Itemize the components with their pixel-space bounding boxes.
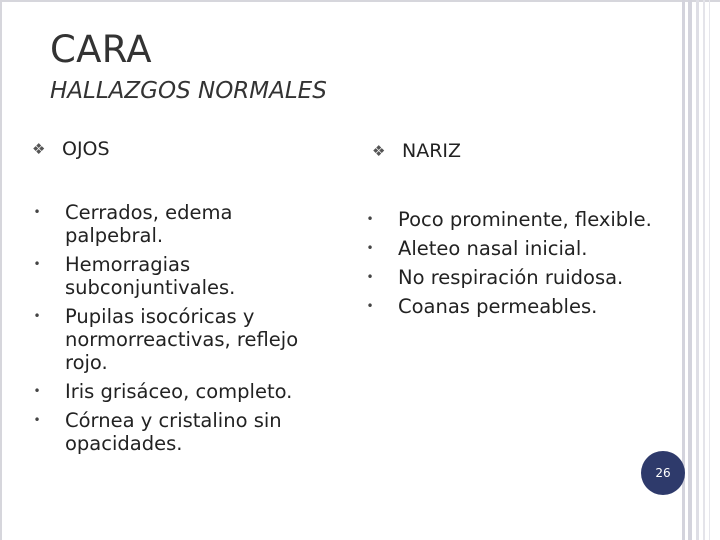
list-item-text: Pupilas isocóricas y normorreactivas, reflejo rojo. xyxy=(65,305,299,374)
list-item xyxy=(31,201,321,247)
page-number: 26 xyxy=(655,466,671,480)
dot-bullet-icon: • xyxy=(366,270,374,284)
list-item-text: Iris grisáceo, completo. xyxy=(65,380,293,403)
dot-bullet-icon: • xyxy=(33,384,41,398)
list-item-text: Coanas permeables. xyxy=(398,295,598,318)
dot-bullet-icon: • xyxy=(366,299,374,313)
slide-subtitle: HALLAZGOS NORMALES xyxy=(50,78,327,104)
dot-bullet-icon: • xyxy=(33,413,41,427)
list-item-text: Córnea y cristalino sin opacidades. xyxy=(65,409,282,455)
page-number-badge xyxy=(641,451,685,495)
list-item xyxy=(31,253,321,299)
list-item-text: Hemorragias subconjuntivales. xyxy=(65,253,236,299)
list-item xyxy=(31,409,321,455)
decorative-border-strip xyxy=(703,0,705,540)
list-item xyxy=(364,208,674,231)
column-heading-label: OJOS xyxy=(62,138,110,160)
decorative-border-strip xyxy=(709,0,710,540)
column-heading-ojos xyxy=(32,138,110,160)
decorative-border-strip xyxy=(688,0,692,540)
hollow-diamond-bullet-icon: ❖ xyxy=(32,140,46,158)
slide-title: CARA xyxy=(50,28,152,71)
list-item-text: Cerrados, edema palpebral. xyxy=(65,201,233,247)
dot-bullet-icon: • xyxy=(33,309,41,323)
list-item xyxy=(364,295,674,318)
bullet-list-nariz xyxy=(364,208,674,324)
decorative-border-strip xyxy=(682,0,685,540)
list-item xyxy=(364,237,674,260)
list-item xyxy=(364,266,674,289)
dot-bullet-icon: • xyxy=(366,241,374,255)
column-heading-label: NARIZ xyxy=(402,140,462,162)
list-item-text: Aleteo nasal inicial. xyxy=(398,237,588,260)
list-item xyxy=(31,305,321,374)
dot-bullet-icon: • xyxy=(33,205,41,219)
list-item-text: No respiración ruidosa. xyxy=(398,266,624,289)
column-heading-nariz xyxy=(372,140,461,162)
dot-bullet-icon: • xyxy=(33,257,41,271)
hollow-diamond-bullet-icon: ❖ xyxy=(372,142,386,160)
list-item xyxy=(31,380,321,403)
dot-bullet-icon: • xyxy=(366,212,374,226)
decorative-border-strip xyxy=(696,0,699,540)
bullet-list-ojos xyxy=(31,201,321,461)
list-item-text: Poco prominente, flexible. xyxy=(398,208,652,231)
